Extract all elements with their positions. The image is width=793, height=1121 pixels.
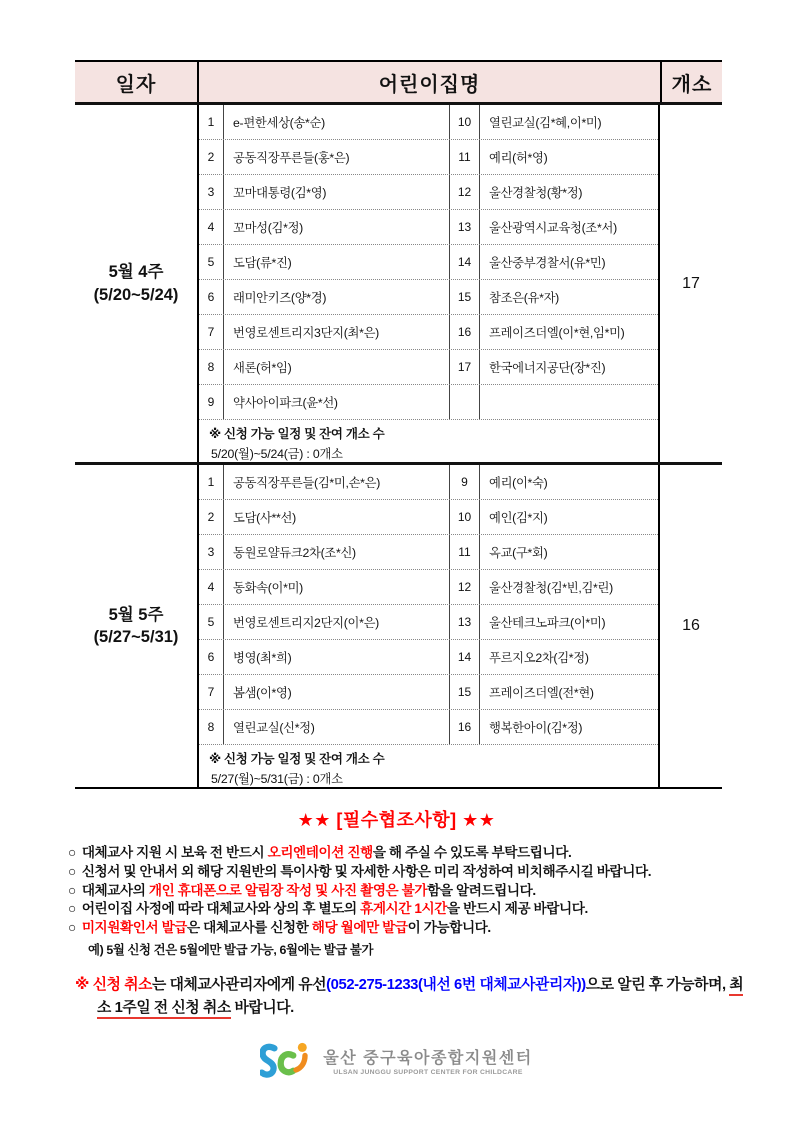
notice-title: ★★ [필수협조사항] ★★ <box>297 810 496 830</box>
availability-note-body: 5/20(월)~5/24(금) : 0개소 <box>211 447 343 461</box>
center-name: 병영(최*희) <box>224 640 450 674</box>
center-number: 14 <box>450 640 480 674</box>
notice-example: 예) 5월 신청 건은 5월에만 발급 가능, 6월에는 발급 불가 <box>88 942 374 957</box>
center-number: 3 <box>199 535 224 569</box>
text-segment: 미지원확인서 발급 <box>81 920 188 936</box>
center-name: 프레이즈더엘(이*현,임*미) <box>489 326 625 340</box>
center-name: 울산중부경찰서(유*민) <box>489 256 606 270</box>
center-name: 동화속(이*미) <box>224 570 450 604</box>
bullet-marker-icon: ○ <box>68 882 76 898</box>
center-number: 10 <box>450 500 480 534</box>
center-number: 2 <box>199 140 224 174</box>
center-name <box>480 385 658 419</box>
center-list-cell <box>197 465 660 787</box>
center-number: 16 <box>450 710 480 744</box>
text-segment: 을 해 주실 수 있도록 부탁드립니다. <box>372 845 572 860</box>
center-number: 7 <box>199 315 224 349</box>
center-name: 울산광역시교육청(조*서) <box>489 221 617 235</box>
text-segment: 신청서 및 안내서 외 해당 지원반의 특이사항 및 자세한 사항은 미리 작성하여 비치해주시길 바랍니다. <box>81 863 652 879</box>
footer-logo <box>0 1040 793 1080</box>
center-name: 한국에너지공단(장*진) <box>489 361 606 375</box>
week-date-cell <box>75 465 197 787</box>
cancel-notice <box>75 974 757 1020</box>
text-segment: 바랍니다. <box>230 999 294 1016</box>
text-segment: 어린이집 사정에 따라 대체교사와 상의 후 별도의 <box>81 901 361 917</box>
center-name: 울산경찰청(김*빈,김*린) <box>489 581 613 595</box>
notice-bullet <box>68 863 740 882</box>
center-number: 9 <box>450 465 480 499</box>
center-number: 6 <box>199 280 224 314</box>
center-name: 예인(김*지) <box>489 511 548 525</box>
text-segment: 는 대체교사관리자에게 유선 <box>151 976 327 993</box>
center-name: 행복한아이(김*정) <box>489 721 583 735</box>
center-list-row <box>199 640 658 675</box>
week-date-cell <box>75 105 197 462</box>
center-list-row <box>199 350 658 385</box>
center-name: 꼬마대통령(김*영) <box>224 175 450 209</box>
bullet-marker-icon: ○ <box>68 901 76 917</box>
center-list-cell <box>197 105 660 462</box>
center-list-row <box>199 500 658 535</box>
center-name: 울산테크노파크(이*미) <box>489 616 606 630</box>
text-segment: 은 대체교사를 신청한 <box>187 920 312 936</box>
center-number: 15 <box>450 675 480 709</box>
center-name: 공동직장푸른들(홍*은) <box>224 140 450 174</box>
notice-bullet <box>68 900 740 919</box>
center-number: 14 <box>450 245 480 279</box>
text-segment: 을 반드시 제공 바랍니다. <box>447 901 588 917</box>
text-segment: 개인 휴대폰으로 알림장 작성 및 사진 촬영은 불가 <box>148 882 428 898</box>
text-segment: 대체교사 지원 시 보육 전 반드시 <box>81 845 268 860</box>
center-name: 약사아이파크(윤*선) <box>224 385 450 419</box>
center-name: 예리(허*영) <box>489 151 548 165</box>
week-count: 17 <box>682 274 700 292</box>
center-name: 새론(허*임) <box>224 350 450 384</box>
center-number: 9 <box>199 385 224 419</box>
center-number: 1 <box>199 105 224 139</box>
center-number: 5 <box>199 245 224 279</box>
bullet-marker-icon: ○ <box>68 863 76 879</box>
week-row <box>75 462 722 787</box>
notice-bullet <box>68 844 740 863</box>
text-segment: 휴게시간 1시간 <box>360 901 448 917</box>
center-number: 3 <box>199 175 224 209</box>
center-name: 참조은(유*자) <box>489 291 559 305</box>
center-name: 도담(사**선) <box>224 500 450 534</box>
logo-text <box>323 1045 532 1076</box>
center-list-row <box>199 385 658 420</box>
center-list-row <box>199 245 658 280</box>
center-list-row <box>199 210 658 245</box>
text-segment: 오리엔테이션 진행 <box>267 845 373 860</box>
table-body <box>75 105 722 787</box>
center-list-row <box>199 675 658 710</box>
table-header-row <box>75 62 722 105</box>
center-name: 열린교실(신*정) <box>224 710 450 744</box>
center-name: 래미안키즈(양*경) <box>224 280 450 314</box>
text-segment: 해당 월에만 발급 <box>311 920 408 936</box>
center-number: 16 <box>450 315 480 349</box>
text-segment: 함을 알려드립니다. <box>427 882 536 898</box>
bullet-marker-icon: ○ <box>68 920 76 936</box>
week-row <box>75 105 722 462</box>
header-date: 일자 <box>115 73 157 96</box>
text-segment: ※ 신청 취소 <box>75 976 152 993</box>
week-count: 16 <box>682 617 700 634</box>
center-number: 13 <box>450 210 480 244</box>
center-name: e-편한세상(송*순) <box>224 105 450 139</box>
center-list-row <box>199 315 658 350</box>
center-list-row <box>199 570 658 605</box>
availability-note-title: ※ 신청 가능 일정 및 잔여 개소 수 <box>209 427 385 441</box>
center-number: 8 <box>199 710 224 744</box>
center-number: 10 <box>450 105 480 139</box>
bullet-marker-icon: ○ <box>68 845 76 860</box>
center-number: 17 <box>450 350 480 384</box>
center-list-row <box>199 710 658 745</box>
center-number: 4 <box>199 570 224 604</box>
availability-note <box>199 745 658 787</box>
center-number: 13 <box>450 605 480 639</box>
center-number: 12 <box>450 175 480 209</box>
center-name: 울산경찰청(황*정) <box>489 186 583 200</box>
center-list-row <box>199 140 658 175</box>
availability-note-body: 5/27(월)~5/31(금) : 0개소 <box>211 772 343 786</box>
center-name: 공동직장푸른들(김*미,손*은) <box>224 465 450 499</box>
availability-note <box>199 420 658 462</box>
center-name: 열린교실(김*혜,이*미) <box>489 116 602 130</box>
center-name: 예리(이*숙) <box>489 476 548 490</box>
notice-bullet <box>68 919 740 938</box>
center-list-row <box>199 280 658 315</box>
notice-section <box>0 806 793 1020</box>
week-date-line1: 5월 5주 <box>108 605 164 624</box>
text-segment: (052-275-1233(내선 6번 대체교사관리자)) <box>326 976 586 993</box>
center-number <box>450 385 480 419</box>
center-number: 6 <box>199 640 224 674</box>
center-number: 11 <box>450 140 480 174</box>
text-segment: 최소 1주일 전 신청 취소 <box>97 977 743 1019</box>
logo-english-name: ULSAN JUNGGU SUPPORT CENTER FOR CHILDCARE <box>333 1068 523 1076</box>
logo-korean-name: 울산 중구육아종합지원센터 <box>323 1049 533 1067</box>
center-number: 15 <box>450 280 480 314</box>
text-segment: 대체교사의 <box>81 882 149 898</box>
center-number: 5 <box>199 605 224 639</box>
center-name: 꼬마성(김*정) <box>224 210 450 244</box>
center-number: 4 <box>199 210 224 244</box>
center-name: 번영로센트리지3단지(최*은) <box>224 315 450 349</box>
availability-note-title: ※ 신청 가능 일정 및 잔여 개소 수 <box>209 752 385 766</box>
header-name: 어린이집명 <box>197 62 660 102</box>
center-name: 옥교(구*회) <box>489 546 548 560</box>
text-segment: 으로 알린 후 가능하며, <box>585 976 730 993</box>
center-list-row <box>199 465 658 500</box>
center-number: 2 <box>199 500 224 534</box>
week-date-line2: (5/20~5/24) <box>93 285 179 304</box>
center-list-row <box>199 605 658 640</box>
center-name: 번영로센트리지2단지(이*은) <box>224 605 450 639</box>
center-number: 8 <box>199 350 224 384</box>
center-list-row <box>199 175 658 210</box>
center-number: 12 <box>450 570 480 604</box>
center-name: 프레이즈더엘(전*현) <box>489 686 594 700</box>
center-number: 7 <box>199 675 224 709</box>
text-segment: 이 가능합니다. <box>407 920 491 936</box>
header-count: 개소 <box>660 62 722 102</box>
week-date-line2: (5/27~5/31) <box>93 628 179 646</box>
center-number: 11 <box>450 535 480 569</box>
sci-logo-icon <box>260 1040 314 1080</box>
center-name: 푸르지오2차(김*정) <box>489 651 589 665</box>
center-list-row <box>199 105 658 140</box>
center-name: 봄샘(이*영) <box>224 675 450 709</box>
schedule-table <box>75 60 722 789</box>
week-date-line1: 5월 4주 <box>108 263 164 282</box>
notice-bullets <box>68 844 740 938</box>
center-number: 1 <box>199 465 224 499</box>
center-name: 도담(류*진) <box>224 245 450 279</box>
center-list-row <box>199 535 658 570</box>
center-name: 동원로얄듀크2차(조*신) <box>224 535 450 569</box>
notice-bullet <box>68 882 740 901</box>
